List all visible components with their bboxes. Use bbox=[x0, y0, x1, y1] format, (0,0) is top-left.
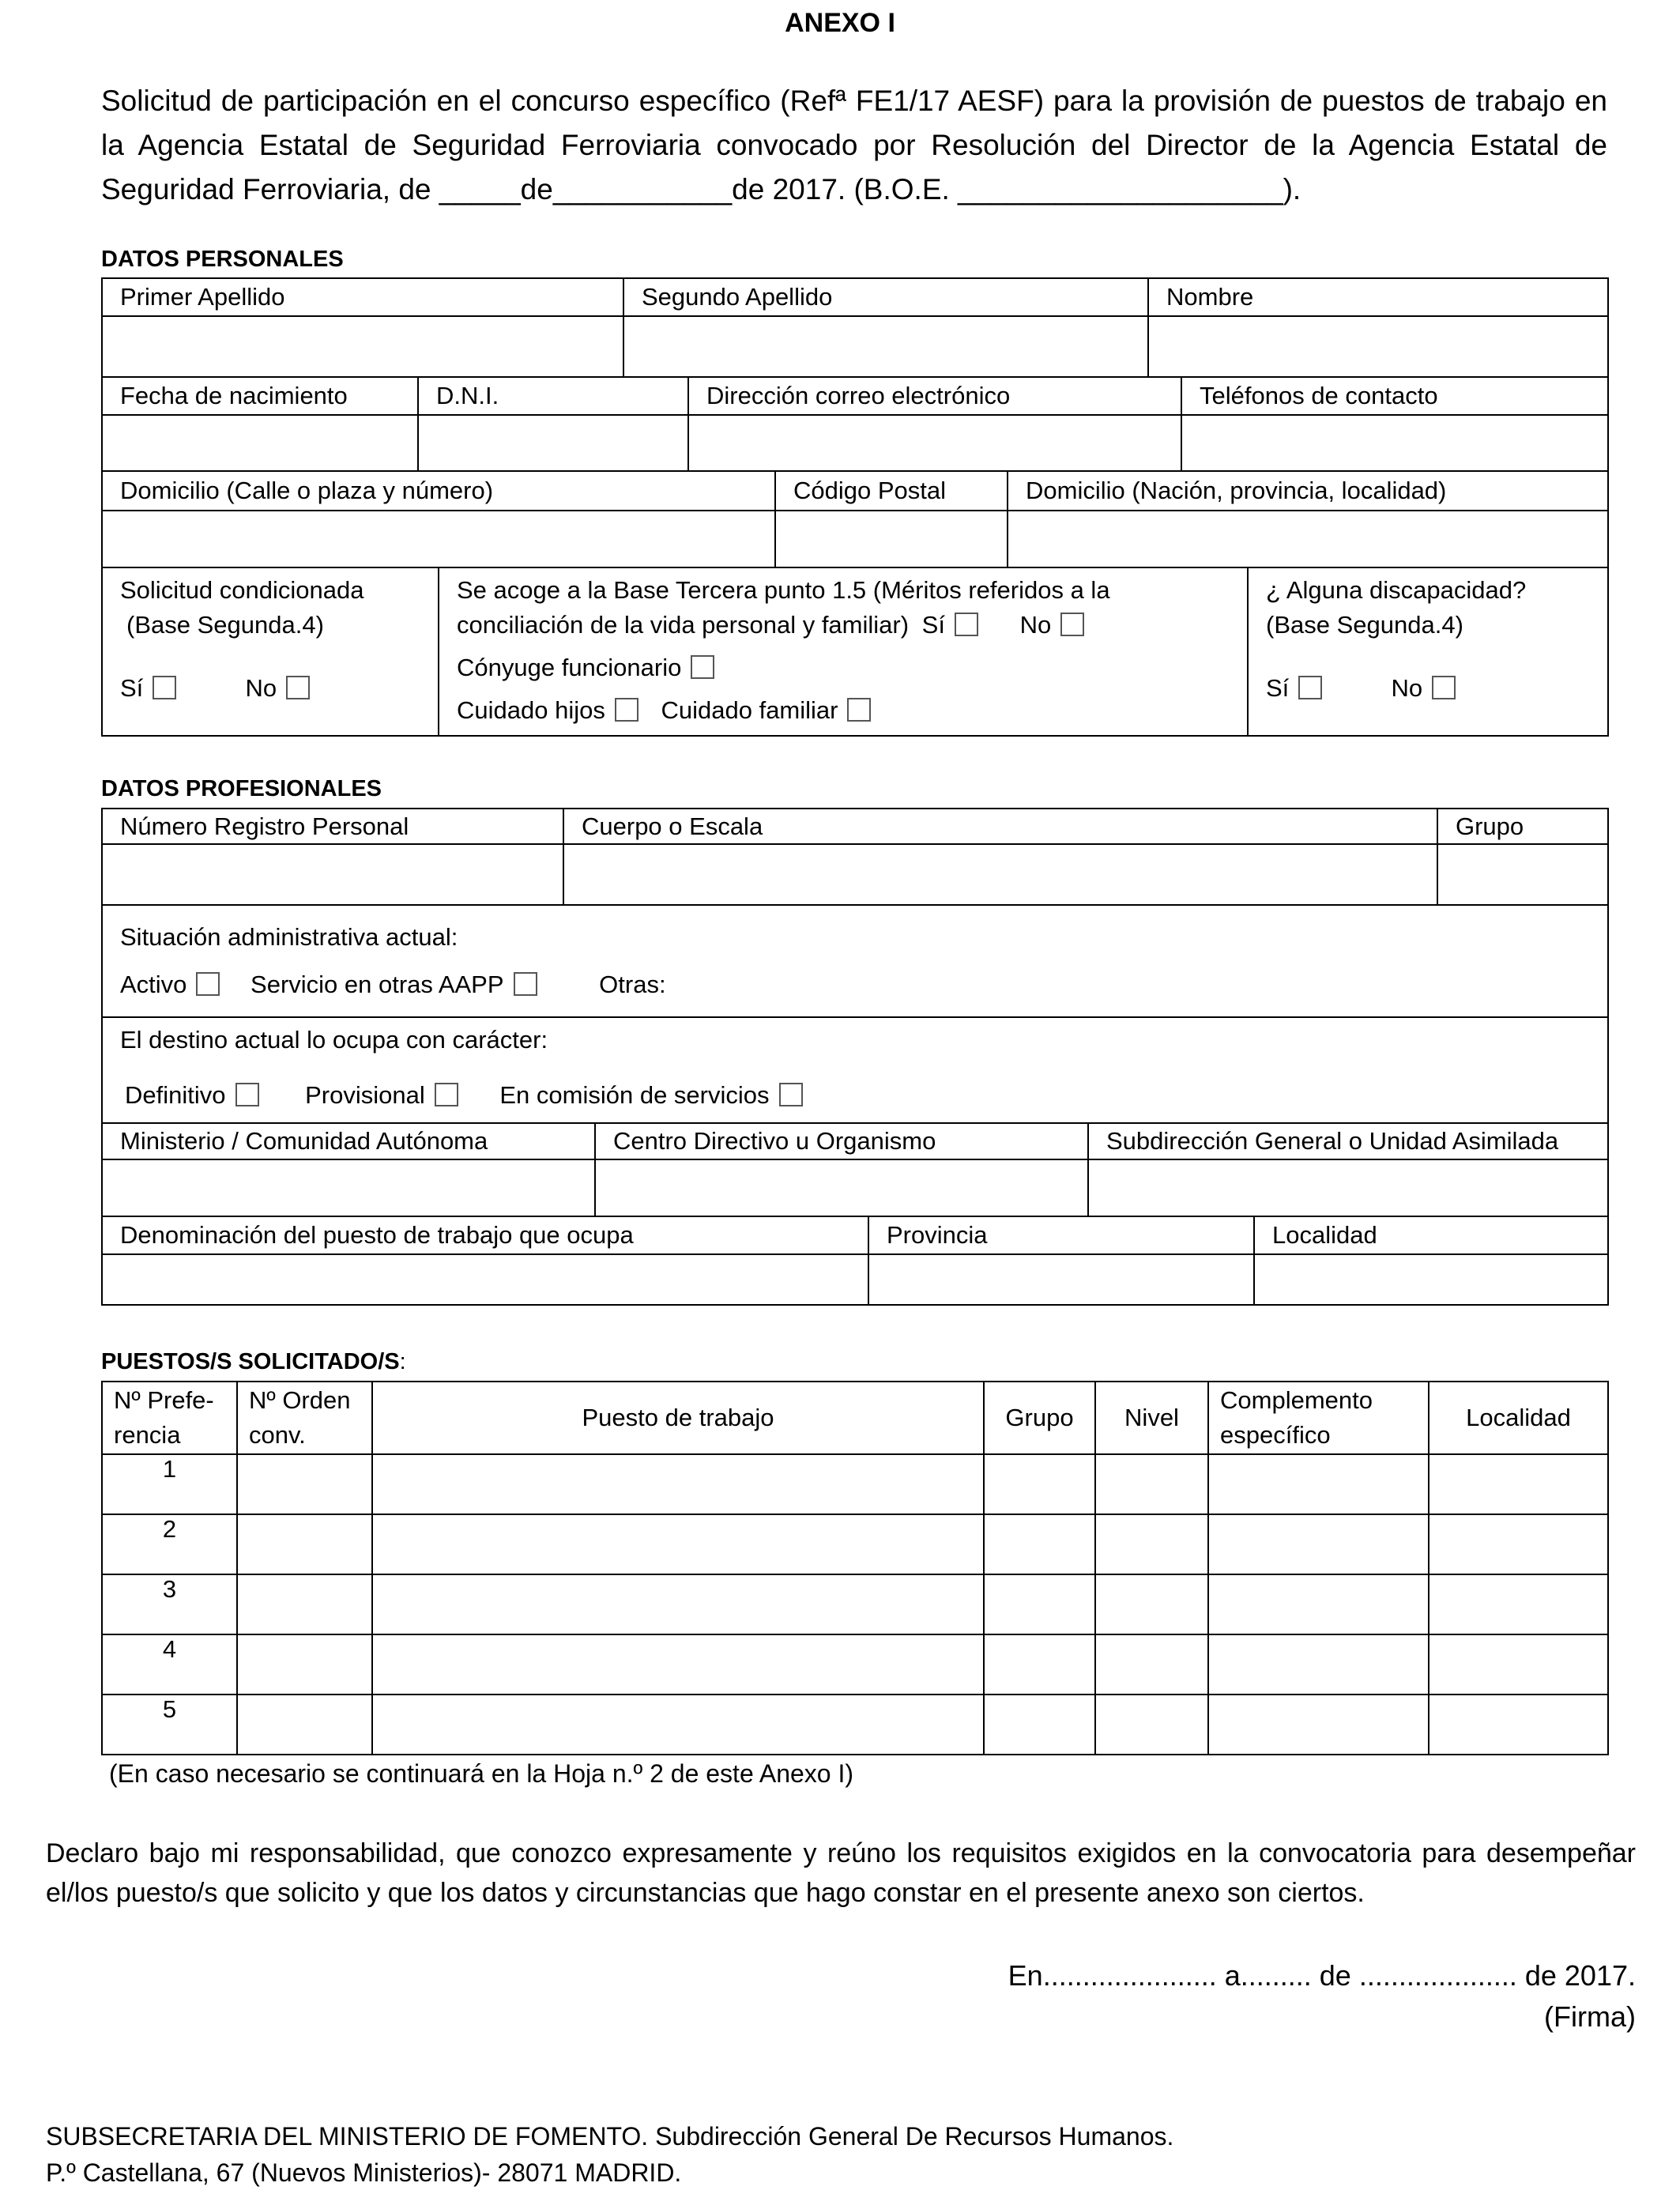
complement-header-line2: específico bbox=[1220, 1421, 1331, 1449]
active-label: Activo bbox=[120, 971, 187, 998]
address-street-field[interactable] bbox=[102, 511, 775, 567]
corps-label: Cuerpo o Escala bbox=[563, 809, 1437, 844]
family-care-label: Cuidado familiar bbox=[661, 696, 838, 724]
registry-number-label: Número Registro Personal bbox=[102, 809, 563, 844]
disability-yes-checkbox[interactable] bbox=[1298, 676, 1322, 699]
group-field[interactable] bbox=[984, 1695, 1095, 1755]
personal-conditions-table bbox=[101, 567, 1609, 737]
signature-label: (Firma) bbox=[1544, 2000, 1636, 2033]
preference-header-line2: rencia bbox=[114, 1421, 181, 1449]
corps-field[interactable] bbox=[563, 844, 1437, 905]
locality-field[interactable] bbox=[1254, 1254, 1608, 1305]
post-field[interactable] bbox=[372, 1454, 984, 1514]
order-header-line2: conv. bbox=[249, 1421, 306, 1449]
subdirectorate-field[interactable] bbox=[1088, 1159, 1608, 1216]
complement-field[interactable] bbox=[1208, 1695, 1429, 1755]
page-title: ANEXO I bbox=[785, 8, 895, 38]
base-third-line1: Se acoge a la Base Tercera punto 1.5 (Méritos referidos a la bbox=[457, 576, 1110, 604]
requested-positions-table bbox=[101, 1381, 1609, 1755]
level-field[interactable] bbox=[1095, 1634, 1208, 1695]
personal-contact-table bbox=[101, 376, 1609, 472]
locality-field[interactable] bbox=[1429, 1454, 1608, 1514]
group-field[interactable] bbox=[1437, 844, 1608, 905]
order-field[interactable] bbox=[237, 1574, 372, 1634]
table-row bbox=[102, 1695, 1608, 1755]
order-field[interactable] bbox=[237, 1634, 372, 1695]
table-row bbox=[102, 1514, 1608, 1574]
preference-number: 5 bbox=[102, 1695, 237, 1755]
subdirectorate-label: Subdirección General o Unidad Asimilada bbox=[1088, 1123, 1608, 1159]
base-yes-label: Sí bbox=[921, 611, 945, 639]
professional-unit-table bbox=[101, 1122, 1609, 1217]
ministry-label: Ministerio / Comunidad Autónoma bbox=[102, 1123, 595, 1159]
order-header bbox=[237, 1382, 372, 1454]
personal-names-table bbox=[101, 277, 1609, 378]
disability-label: ¿ Alguna discapacidad? bbox=[1266, 576, 1527, 604]
post-field[interactable] bbox=[372, 1514, 984, 1574]
personal-data-heading: DATOS PERSONALES bbox=[101, 247, 344, 272]
base-no-label: No bbox=[1019, 611, 1052, 639]
situation-label: Situación administrativa actual: bbox=[120, 923, 458, 951]
registry-number-field[interactable] bbox=[102, 844, 563, 905]
level-header: Nivel bbox=[1095, 1382, 1208, 1454]
preference-number: 3 bbox=[102, 1574, 237, 1634]
locality-label: Localidad bbox=[1254, 1216, 1608, 1254]
continuation-note: (En caso necesario se continuará en la Hoja n.º 2 de este Anexo I) bbox=[109, 1759, 854, 1788]
province-label: Provincia bbox=[868, 1216, 1254, 1254]
disability-no-checkbox[interactable] bbox=[1432, 676, 1456, 699]
professional-post-table bbox=[101, 1216, 1609, 1306]
definitive-label: Definitivo bbox=[125, 1081, 226, 1109]
birth-date-label: Fecha de nacimiento bbox=[102, 377, 418, 415]
base-third-line2: conciliación de la vida personal y familiar) bbox=[457, 611, 910, 639]
address-region-label: Domicilio (Nación, provincia, localidad) bbox=[1008, 471, 1608, 511]
children-care-checkbox[interactable] bbox=[615, 698, 638, 722]
intro-paragraph: Solicitud de participación en el concurso específico (Refª FE1/17 AESF) para la provisión de puestos de trabajo en la Agencia Estatal de Seguridad Ferroviaria convocado por Resolución del Director de la Agencia Estatal de Seguridad Ferroviaria, de _____de___________de 2017. (B.O.E. ____________________). bbox=[101, 85, 1607, 205]
complement-header-line1: Complemento bbox=[1220, 1386, 1373, 1414]
base-third-cell bbox=[439, 567, 1248, 736]
postal-code-label: Código Postal bbox=[775, 471, 1008, 511]
address-region-field[interactable] bbox=[1008, 511, 1608, 567]
locality-field[interactable] bbox=[1429, 1634, 1608, 1695]
preference-number: 1 bbox=[102, 1454, 237, 1514]
name-field[interactable] bbox=[1148, 316, 1608, 377]
disability-no-label: No bbox=[1391, 674, 1423, 702]
conditioned-yes-label: Sí bbox=[120, 674, 144, 702]
destination-label: El destino actual lo ocupa con carácter: bbox=[120, 1026, 548, 1054]
phones-label: Teléfonos de contacto bbox=[1181, 377, 1608, 415]
footer-address bbox=[46, 2118, 1173, 2191]
level-field[interactable] bbox=[1095, 1454, 1208, 1514]
level-field[interactable] bbox=[1095, 1574, 1208, 1634]
current-post-field[interactable] bbox=[102, 1254, 868, 1305]
complement-field[interactable] bbox=[1208, 1634, 1429, 1695]
dni-field[interactable] bbox=[418, 415, 688, 471]
dni-label: D.N.I. bbox=[418, 377, 688, 415]
preference-number: 4 bbox=[102, 1634, 237, 1695]
spouse-label: Cónyuge funcionario bbox=[457, 654, 682, 681]
table-row bbox=[102, 1454, 1608, 1514]
locality-header: Localidad bbox=[1429, 1382, 1608, 1454]
name-label: Nombre bbox=[1148, 278, 1608, 316]
professional-situation-table bbox=[101, 904, 1609, 1124]
post-field[interactable] bbox=[372, 1634, 984, 1695]
group-header: Grupo bbox=[984, 1382, 1095, 1454]
order-field[interactable] bbox=[237, 1454, 372, 1514]
table-row bbox=[102, 1574, 1608, 1634]
disability-yes-label: Sí bbox=[1266, 674, 1290, 702]
base-no-checkbox[interactable] bbox=[1060, 613, 1084, 636]
level-field[interactable] bbox=[1095, 1695, 1208, 1755]
personal-address-table bbox=[101, 470, 1609, 568]
declaration-paragraph: Declaro bajo mi responsabilidad, que conozco expresamente y reúno los requisitos exigidos en la convocatoria para desempeñar el/los puesto/s que solicito y que los datos y circunstancias que hago constar en el presente anexo son ciertos. bbox=[46, 1838, 1636, 1908]
conditioned-request-cell bbox=[102, 567, 439, 736]
phones-field[interactable] bbox=[1181, 415, 1608, 471]
order-field[interactable] bbox=[237, 1695, 372, 1755]
other-aapp-label: Servicio en otras AAPP bbox=[250, 971, 504, 998]
post-field[interactable] bbox=[372, 1695, 984, 1755]
professional-id-table bbox=[101, 808, 1609, 906]
professional-data-heading: DATOS PROFESIONALES bbox=[101, 776, 382, 801]
provisional-checkbox[interactable] bbox=[435, 1083, 458, 1106]
conditioned-base-label: (Base Segunda.4) bbox=[126, 611, 324, 639]
ministry-field[interactable] bbox=[102, 1159, 595, 1216]
complement-header bbox=[1208, 1382, 1429, 1454]
email-label: Dirección correo electrónico bbox=[688, 377, 1181, 415]
signature-place-date: En...................... a......... de .................... de 2017. bbox=[1008, 1959, 1636, 1992]
first-surname-label: Primer Apellido bbox=[102, 278, 623, 316]
conditioned-label: Solicitud condicionada bbox=[120, 576, 364, 604]
conditioned-no-label: No bbox=[245, 674, 277, 702]
conditioned-no-checkbox[interactable] bbox=[286, 676, 310, 699]
preference-header-line1: Nº Prefe- bbox=[114, 1386, 214, 1414]
complement-field[interactable] bbox=[1208, 1574, 1429, 1634]
group-field[interactable] bbox=[984, 1454, 1095, 1514]
order-field[interactable] bbox=[237, 1514, 372, 1574]
directorate-field[interactable] bbox=[595, 1159, 1088, 1216]
birth-date-field[interactable] bbox=[102, 415, 418, 471]
requested-positions-colon: : bbox=[399, 1349, 406, 1374]
active-checkbox[interactable] bbox=[196, 972, 220, 996]
other-aapp-checkbox[interactable] bbox=[514, 972, 537, 996]
table-row bbox=[102, 1634, 1608, 1695]
disability-cell bbox=[1248, 567, 1608, 736]
spouse-checkbox[interactable] bbox=[691, 655, 714, 679]
preference-number: 2 bbox=[102, 1514, 237, 1574]
commission-checkbox[interactable] bbox=[779, 1083, 803, 1106]
situation-cell bbox=[102, 905, 1608, 1017]
order-header-line1: Nº Orden bbox=[249, 1386, 351, 1414]
province-field[interactable] bbox=[868, 1254, 1254, 1305]
group-field[interactable] bbox=[984, 1574, 1095, 1634]
family-care-checkbox[interactable] bbox=[847, 698, 871, 722]
destination-cell bbox=[102, 1017, 1608, 1123]
post-field[interactable] bbox=[372, 1574, 984, 1634]
current-post-label: Denominación del puesto de trabajo que ocupa bbox=[102, 1216, 868, 1254]
others-label: Otras: bbox=[599, 971, 666, 998]
post-header: Puesto de trabajo bbox=[372, 1382, 984, 1454]
locality-field[interactable] bbox=[1429, 1574, 1608, 1634]
locality-field[interactable] bbox=[1429, 1514, 1608, 1574]
second-surname-label: Segundo Apellido bbox=[623, 278, 1148, 316]
commission-label: En comisión de servicios bbox=[499, 1081, 770, 1109]
postal-code-field[interactable] bbox=[775, 511, 1008, 567]
definitive-checkbox[interactable] bbox=[235, 1083, 259, 1106]
signature-block bbox=[1008, 1955, 1636, 2038]
email-field[interactable] bbox=[688, 415, 1181, 471]
level-field[interactable] bbox=[1095, 1514, 1208, 1574]
address-street-label: Domicilio (Calle o plaza y número) bbox=[102, 471, 775, 511]
conditioned-yes-checkbox[interactable] bbox=[153, 676, 176, 699]
group-field[interactable] bbox=[984, 1634, 1095, 1695]
second-surname-field[interactable] bbox=[623, 316, 1148, 377]
provisional-label: Provisional bbox=[305, 1081, 425, 1109]
preference-header bbox=[102, 1382, 237, 1454]
footer-line2: P.º Castellana, 67 (Nuevos Ministerios)- 28071 MADRID. bbox=[46, 2158, 682, 2187]
footer-line1: SUBSECRETARIA DEL MINISTERIO DE FOMENTO. Subdirección General De Recursos Humanos. bbox=[46, 2122, 1174, 2151]
complement-field[interactable] bbox=[1208, 1514, 1429, 1574]
directorate-label: Centro Directivo u Organismo bbox=[595, 1123, 1088, 1159]
locality-field[interactable] bbox=[1429, 1695, 1608, 1755]
group-field[interactable] bbox=[984, 1514, 1095, 1574]
first-surname-field[interactable] bbox=[102, 316, 623, 377]
base-yes-checkbox[interactable] bbox=[955, 613, 978, 636]
complement-field[interactable] bbox=[1208, 1454, 1429, 1514]
requested-positions-heading bbox=[101, 1349, 406, 1375]
group-label: Grupo bbox=[1437, 809, 1608, 844]
disability-base-label: (Base Segunda.4) bbox=[1266, 611, 1463, 639]
children-care-label: Cuidado hijos bbox=[457, 696, 605, 724]
requested-positions-title: PUESTOS/S SOLICITADO/S bbox=[101, 1349, 400, 1374]
